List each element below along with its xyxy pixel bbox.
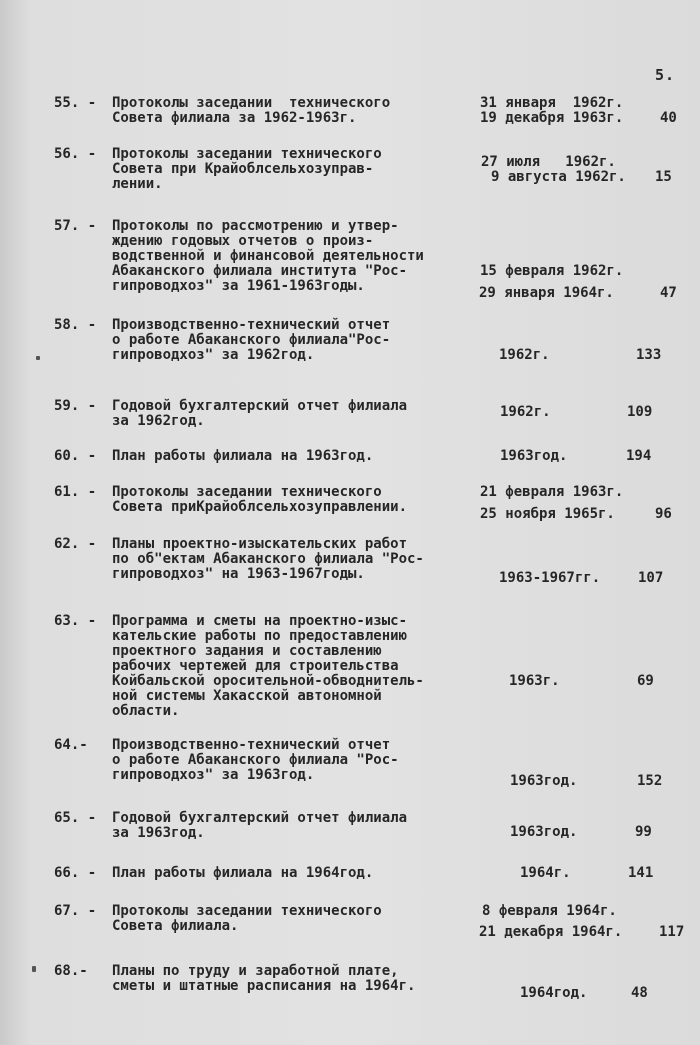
entry-title	[112, 738, 399, 783]
page-number: 5.	[655, 66, 676, 84]
entry-title-line: Протоколы заседании технического	[112, 146, 382, 162]
entry-sheet-count: 40	[660, 110, 677, 126]
entry-number: 60. -	[54, 448, 97, 464]
entry-title	[112, 96, 390, 126]
entry-title-line: сметы и штатные расписания на 1964г.	[112, 978, 416, 994]
entry-title-line: Протоколы заседании технического	[112, 95, 391, 111]
entry-date: 9 августа 1962г.	[491, 169, 626, 185]
entry-title-line: ной системы Хакасской автономной	[112, 688, 382, 704]
entry-title-line: Планы по труду и заработной плате,	[112, 963, 399, 979]
entry-title-line: гипроводхоз" за 1963год.	[112, 767, 315, 783]
entry-title-line: Совета филиала за 1962-1963г.	[112, 110, 357, 126]
entry-date: 21 февраля 1963г.	[480, 484, 624, 500]
entry-date: 1962г.	[500, 404, 551, 420]
entry-title-line: гипроводхоз" за 1962год.	[112, 347, 315, 363]
entry-title-line: гипроводхоз" на 1963-1967годы.	[112, 566, 365, 582]
entry-title-line: Годовой бухгалтерский отчет филиала	[112, 810, 408, 826]
entry-title-line: о работе Абаканского филиала"Рос-	[112, 332, 391, 348]
entry-number: 57. -	[54, 218, 97, 234]
entry-sheet-count: 109	[627, 404, 653, 420]
entry-date: 1964г.	[520, 865, 571, 881]
entry-title-line: Планы проектно-изыскательских работ	[112, 536, 408, 552]
entry-date: 25 ноября 1965г.	[480, 506, 615, 522]
entry-title-line: Совета филиала.	[112, 918, 239, 934]
entry-number: 64.-	[54, 737, 88, 753]
entry-number: 58. -	[54, 317, 97, 333]
entry-title-line: Протоколы по рассмотрению и утвер-	[112, 218, 399, 234]
entry-sheet-count: 141	[628, 865, 654, 881]
entry-sheet-count: 194	[626, 448, 652, 464]
entry-title-line: области.	[112, 703, 180, 719]
entry-title-line: Абаканского филиала института "Рос-	[112, 263, 408, 279]
entry-title-line: за 1962год.	[112, 413, 205, 429]
entry-title-line: лении.	[112, 176, 163, 192]
entry-title-line: Производственно-технический отчет	[112, 737, 391, 753]
entry-sheet-count: 69	[637, 673, 654, 689]
entry-date: 1964год.	[520, 985, 588, 1001]
entry-title	[112, 614, 424, 719]
entry-date: 29 января 1964г.	[479, 285, 614, 301]
entry-date: 27 июля 1962г.	[481, 154, 616, 170]
entry-number: 62. -	[54, 536, 97, 552]
entry-title-line: водственной и финансовой деятельности	[112, 248, 424, 264]
entry-title	[112, 485, 407, 515]
entry-number: 66. -	[54, 865, 97, 881]
entry-title-line: Совета приКрайоблсельхозуправлении.	[112, 499, 408, 515]
entry-date: 15 февраля 1962г.	[480, 263, 624, 279]
entry-title-line: проектного задания и составлению	[112, 643, 382, 659]
entry-number: 56. -	[54, 146, 97, 162]
entry-title	[112, 219, 424, 294]
entry-sheet-count: 99	[635, 824, 652, 840]
entry-title-line: гипроводхоз" за 1961-1963годы.	[112, 278, 365, 294]
entry-sheet-count: 107	[638, 570, 664, 586]
entry-sheet-count: 47	[660, 285, 677, 301]
entry-title-line: Совета при Крайоблсельхозуправ-	[112, 161, 374, 177]
entry-date: 1963год.	[500, 448, 568, 464]
entry-title-line: Койбальской оросительной-обводнитель-	[112, 673, 424, 689]
entry-title-line: за 1963год.	[112, 825, 205, 841]
entry-title-line: рабочих чертежей для строительства	[112, 658, 399, 674]
margin-mark	[36, 356, 40, 360]
entry-sheet-count: 96	[655, 506, 672, 522]
entry-date: 1963г.	[509, 673, 560, 689]
entry-title-line: Производственно-технический отчет	[112, 317, 391, 333]
entry-title	[112, 904, 382, 934]
entry-date: 1963год.	[510, 824, 578, 840]
entry-title-line: по об"ектам Абаканского филиала "Рос-	[112, 551, 424, 567]
entry-title-line: Годовой бухгалтерский отчет филиала	[112, 398, 408, 414]
entry-sheet-count: 152	[637, 773, 663, 789]
entry-date: 1962г.	[499, 347, 550, 363]
entry-title-line: кательские работы по предоставлению	[112, 628, 408, 644]
entry-sheet-count: 15	[655, 169, 672, 185]
entry-title-line: о работе Абаканского филиала "Рос-	[112, 752, 399, 768]
entry-date: 19 декабря 1963г.	[480, 110, 624, 126]
entry-title-line: План работы филиала на 1963год.	[112, 448, 374, 464]
entry-title-line: ждению годовых отчетов о произ-	[112, 233, 374, 249]
entry-number: 65. -	[54, 810, 97, 826]
entry-title	[112, 964, 415, 994]
entry-date: 1963-1967гг.	[499, 570, 601, 586]
entry-date: 21 декабря 1964г.	[479, 924, 623, 940]
entry-number: 61. -	[54, 484, 97, 500]
entry-number: 68.-	[54, 963, 88, 979]
entry-number: 55. -	[54, 95, 97, 111]
entry-number: 63. -	[54, 613, 97, 629]
entry-title	[112, 866, 373, 881]
entry-sheet-count: 48	[631, 985, 648, 1001]
entry-sheet-count: 117	[659, 924, 685, 940]
margin-mark	[32, 966, 36, 972]
entry-title	[112, 449, 373, 464]
entry-date: 8 февраля 1964г.	[482, 903, 617, 919]
entry-title	[112, 399, 407, 429]
entry-date: 31 января 1962г.	[480, 95, 624, 111]
entry-date: 1963год.	[510, 773, 578, 789]
entry-sheet-count: 133	[636, 347, 662, 363]
entry-title	[112, 537, 424, 582]
entry-title-line: Протоколы заседании технического	[112, 484, 382, 500]
entry-number: 67. -	[54, 903, 97, 919]
entry-title-line: Программа и сметы на проектно-изыс-	[112, 613, 408, 629]
entry-number: 59. -	[54, 398, 97, 414]
entry-title-line: Протоколы заседании технического	[112, 903, 382, 919]
entry-title	[112, 318, 390, 363]
entry-title	[112, 811, 407, 841]
entry-title-line: План работы филиала на 1964год.	[112, 865, 374, 881]
entry-title	[112, 147, 382, 192]
